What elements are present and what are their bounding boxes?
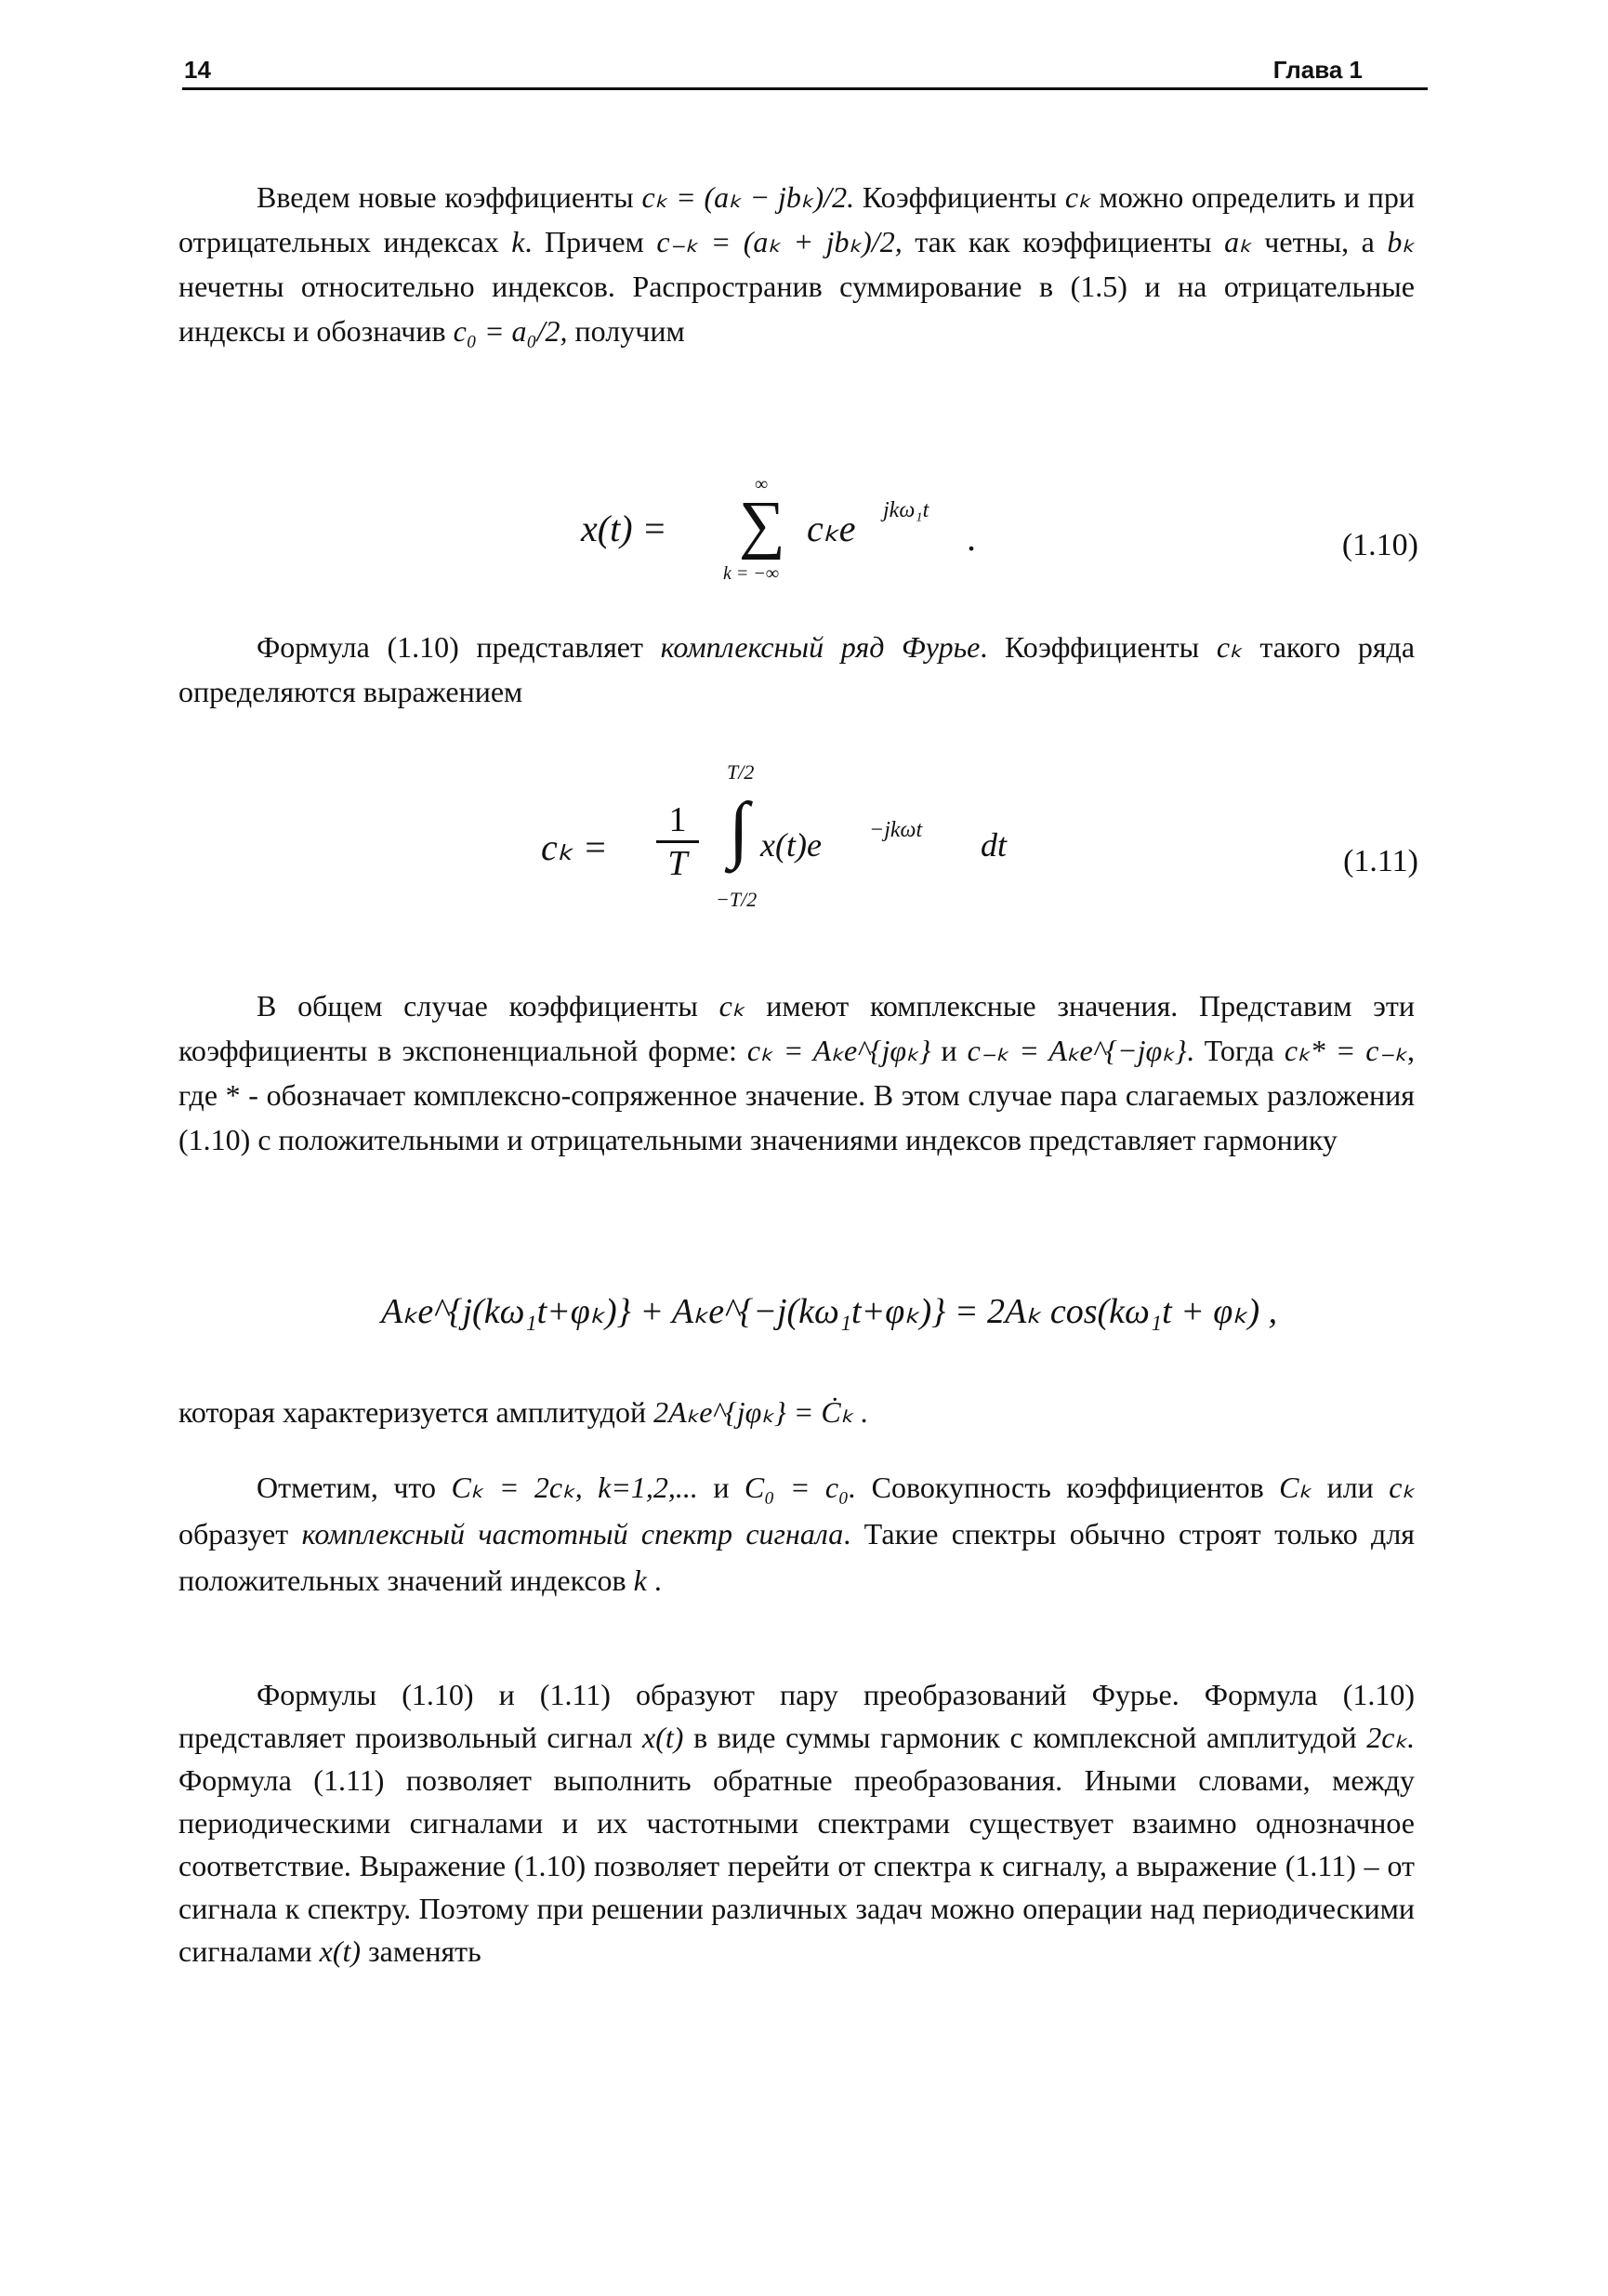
p1-math-f: bₖ (1387, 225, 1416, 258)
p3-math-c: c₋ₖ = Aₖe^{−jφₖ} (967, 1034, 1187, 1067)
p3-text-d: . Тогда (1186, 1034, 1274, 1067)
eq110-lhs: x(t) = (581, 508, 667, 549)
eq111-frac-den: T (667, 844, 688, 883)
p2-text-b: . Коэффициенты (980, 630, 1200, 664)
paragraph-4 (178, 1390, 1415, 1434)
p5-math-c: Cₖ (1279, 1471, 1312, 1504)
p1-text-b: Коэффициенты (862, 180, 1058, 214)
chapter-title: Глава 1 (1272, 56, 1363, 84)
paragraph-5 (178, 1464, 1415, 1603)
p1-math-e: aₖ (1224, 225, 1252, 258)
p6-text-b: в виде суммы гармоник с комплексной амплитудой (693, 1721, 1357, 1754)
p5-math-b: C₀ = c₀. (744, 1471, 857, 1504)
p1-text-g: нечетны относительно индексов. Распространив суммирование в (1.5) и на отрицательные индексы и обозначив (178, 270, 1415, 348)
eq110-sum-upper: ∞ (755, 474, 769, 495)
paragraph-2 (178, 625, 1415, 714)
eq111-dt: dt (981, 826, 1008, 864)
p6-text-d: заменять (368, 1934, 481, 1968)
p1-math-b: cₖ (1064, 180, 1091, 214)
p1-text-f: четны, а (1264, 225, 1375, 258)
p1-text-h: получим (574, 314, 685, 348)
p4-math-a: 2Aₖe^{jφₖ} = Ċₖ . (653, 1395, 869, 1429)
p4-text-a: которая характеризуется амплитудой (178, 1395, 647, 1429)
p1-text-d: . Причем (524, 225, 644, 258)
sigma-symbol: ∑ (739, 489, 785, 561)
eq110-sum-lower: k = −∞ (723, 563, 780, 584)
p5-italic-term: комплексный частотный спектр сигнала (301, 1517, 844, 1550)
p5-text-f: . Такие спектры обычно строят только для положительных значений индексов (178, 1517, 1416, 1597)
eq110-exponent: jkω₁t (883, 498, 929, 522)
p5-text-a: Отметим, что (257, 1471, 436, 1504)
p6-math-b: 2cₖ. (1366, 1721, 1416, 1754)
p5-math-d: cₖ (1389, 1471, 1416, 1504)
p6-math-a: x(t) (642, 1721, 684, 1754)
p1-math-c: k (511, 225, 525, 258)
eq111-integrand: x(t)e (760, 826, 822, 864)
eq111-int-lower: −T/2 (716, 888, 758, 911)
eq111-fraction (656, 799, 699, 884)
p3-text-a: В общем случае коэффициенты (257, 989, 698, 1023)
p6-text-c: Формула (1.11) позволяет выполнить обратные преобразования. Иными словами, между периодическими сигналами и их частотными спектрами существует взаимно однозначное соответствие. Выражение (1.10) позволяет перейти от спектра к сигналу, а выражение (1.11) – от сигнала к спектру. Поэтому при решении различных задач можно операции над периодическими сигналами (178, 1763, 1415, 1968)
p3-math-b: cₖ = Aₖe^{jφₖ} (746, 1034, 931, 1067)
paragraph-1 (178, 175, 1415, 353)
p2-math-a: cₖ (1216, 630, 1243, 664)
p6-text-a: Формулы (1.10) и (1.11) образуют пару преобразований Фурье. Формула (1.10) представляет произвольный сигнал (178, 1678, 1415, 1754)
p5-text-c: Совокупность коэффициентов (871, 1471, 1264, 1504)
p1-math-a: cₖ = (aₖ − jbₖ)/2. (641, 180, 855, 214)
p1-math-g: c₀ = a₀/2, (453, 314, 568, 348)
p1-text-e: так как коэффициенты (915, 225, 1212, 258)
p5-math-a: Cₖ = 2cₖ, k=1,2,... (451, 1471, 698, 1504)
p2-text-c: такого ряда определяются выражением (178, 630, 1416, 708)
p1-math-d: c₋ₖ = (aₖ + jbₖ)/2, (656, 225, 903, 258)
integral-symbol: ∫ (729, 788, 749, 870)
p3-text-e: , где * - обозначает комплексно-сопряженное значение. В этом случае пара слагаемых разложения (1.10) с положительными и отрицательными значениями индексов представляет гармонику (178, 1034, 1416, 1156)
p1-text-c: можно определить и при отрицательных индексах (178, 180, 1416, 258)
eq111-int-upper: T/2 (727, 760, 755, 784)
p5-text-g: . (653, 1564, 662, 1597)
p3-math-a: cₖ (718, 989, 745, 1023)
p1-text-a: Введем новые коэффициенты (257, 180, 634, 214)
eq111-lhs: cₖ = (541, 826, 608, 868)
eq111-exponent: −jkωt (869, 818, 923, 842)
p3-text-b: имеют комплексные значения. Представим эти коэффициенты в экспоненциальной форме: (178, 989, 1416, 1067)
eq111-number: (1.11) (1343, 844, 1418, 878)
p6-math-c: x(t) (319, 1934, 362, 1968)
eq110-dot: . (967, 517, 976, 559)
page-number: 14 (184, 56, 211, 84)
paragraph-3 (178, 983, 1415, 1162)
p5-text-b: и (713, 1471, 730, 1504)
p5-text-d: или (1326, 1471, 1374, 1504)
p5-math-e: k (633, 1564, 647, 1597)
p5-text-e: образует (178, 1517, 289, 1550)
header-rule (182, 87, 1428, 90)
p3-math-d: cₖ* = c₋ₖ (1284, 1034, 1408, 1067)
eq110-number: (1.10) (1341, 528, 1418, 562)
harmonic-equation: Aₖe^{j(kω₁t+φₖ)} + Aₖe^{−j(kω₁t+φₖ)} = 2Aₖ cos(kω₁t + φₖ) , (381, 1292, 1278, 1331)
p2-italic-term: комплексный ряд Фурье (660, 630, 981, 664)
eq111-frac-num: 1 (668, 800, 687, 839)
p3-text-c: и (941, 1034, 957, 1067)
paragraph-6 (178, 1673, 1415, 1973)
eq110-term: cₖe (807, 508, 856, 549)
p2-text-a: Формула (1.10) представляет (257, 630, 643, 664)
